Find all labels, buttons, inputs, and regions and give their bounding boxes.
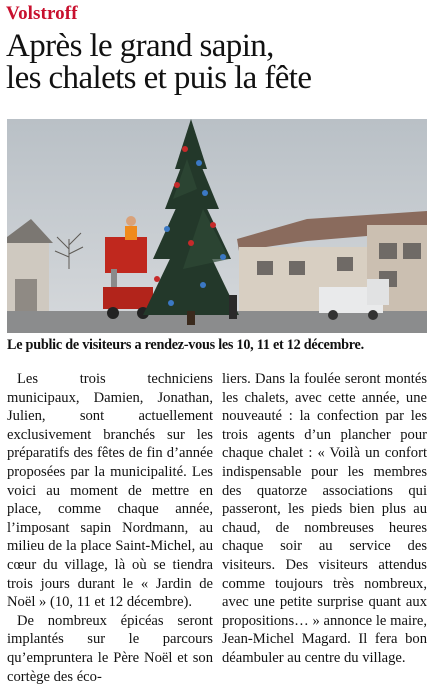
paragraph-2-continued: liers. Dans la foulée seront montés les chalets, avec cette année, une nouveauté : la confection par les trois agents d’un plancher pour chaque chalet : « Voilà un confort indispensable pour les membres des quatorze associations qui passeront, les pieds bien plus au chaud, de nombreuses heures chaque soir au service des visiteurs. Des visiteurs attendus comme toujours très nombreux, avec une petite surprise quant aux propositions… » annonce le maire, Jean-Michel Magard. Il fera bon déambuler au centre du village. — [222, 371, 427, 666]
christmas-tree-photo — [7, 119, 427, 333]
paragraph-1: Les trois techniciens municipaux, Damien, Jonathan, Julien, sont actuellement exclusivement branchés sur les préparatifs des fêtes de fin d’année proposées par la municipalité. Les voici au moment de mettre en place, comme chaque année, l’imposant sapin Nordmann, au milieu de la place Saint-Michel, au cœur du village, là où se tiendra trois jours durant le « Jardin de Noël » (10, 11 et 12 décembre). — [7, 371, 213, 611]
headline-line-2: les chalets et puis la fête — [6, 60, 312, 96]
headline — [6, 30, 426, 94]
article-column-left — [7, 370, 213, 686]
locality-label: Volstroff — [6, 3, 78, 24]
article-photo — [7, 119, 427, 333]
paragraph-2: De nombreux épicéas seront implantés sur le parcours qu’empruntera le Père Noël et son cortège des éco- — [7, 612, 213, 685]
article-column-right — [222, 370, 427, 668]
headline-line-1: Après le grand sapin, — [6, 28, 274, 64]
photo-caption: Le public de visiteurs a rendez-vous les 10, 11 et 12 décembre. — [7, 337, 364, 353]
